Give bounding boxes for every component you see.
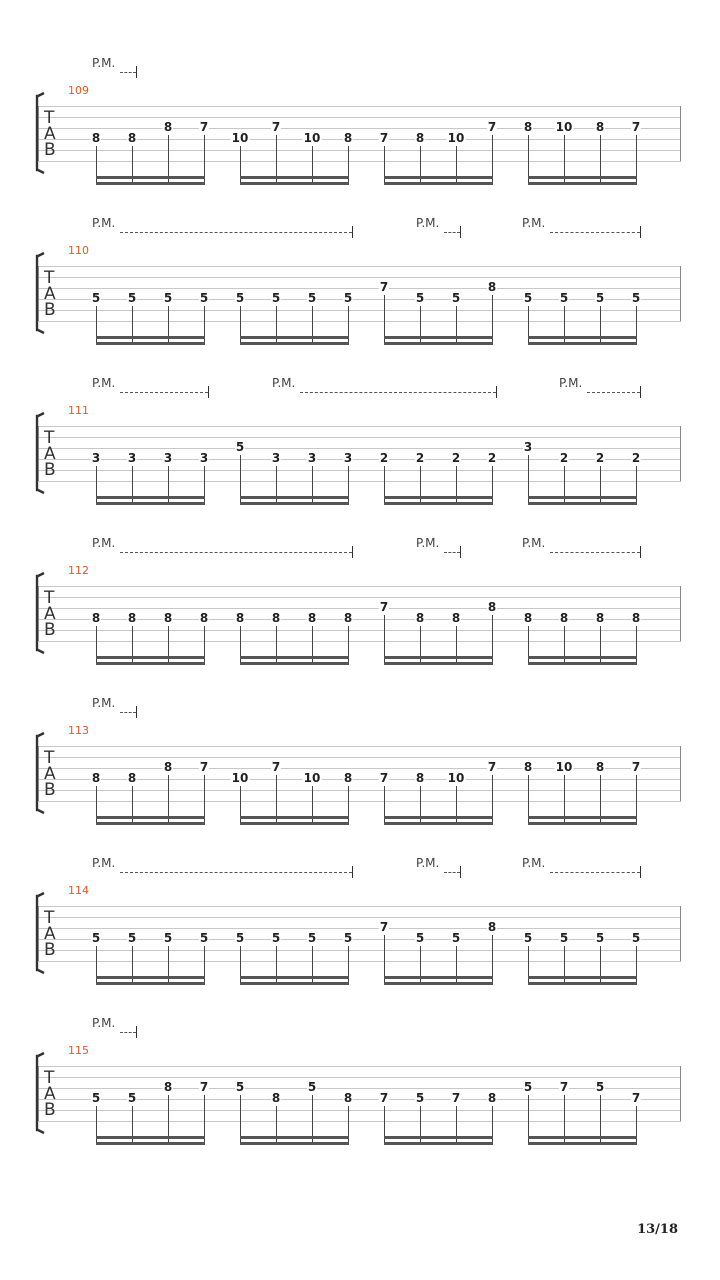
tab-string: [38, 757, 681, 758]
fret-number: 5: [235, 931, 245, 945]
fret-number: 7: [379, 280, 389, 294]
fret-number: 8: [343, 1091, 353, 1105]
fret-number: 10: [231, 771, 249, 785]
fret-number: 5: [451, 931, 461, 945]
barline: [38, 746, 39, 801]
tab-clef-letter: A: [44, 284, 56, 304]
fret-number: 8: [127, 771, 137, 785]
tab-clef-letter: B: [44, 140, 56, 160]
barline: [680, 426, 681, 481]
tab-string: [38, 1077, 681, 1078]
tab-clef-letter: B: [44, 300, 56, 320]
fret-number: 7: [379, 131, 389, 145]
fret-number: 7: [199, 1080, 209, 1094]
fret-number: 8: [199, 611, 209, 625]
palm-mute-end: [352, 546, 353, 558]
note-stem: [420, 1106, 421, 1145]
fret-number: 8: [595, 120, 605, 134]
palm-mute-label: P.M.: [92, 376, 116, 390]
tab-system: [0, 160, 720, 320]
fret-number: 5: [235, 1080, 245, 1094]
palm-mute-extension: [120, 712, 136, 713]
tab-clef-letter: T: [44, 108, 55, 128]
fret-number: 3: [163, 451, 173, 465]
fret-number: 5: [415, 291, 425, 305]
fret-number: 8: [163, 1080, 173, 1094]
fret-number: 7: [487, 120, 497, 134]
palm-mute-label: P.M.: [92, 696, 116, 710]
fret-number: 10: [231, 131, 249, 145]
palm-mute-label: P.M.: [416, 216, 440, 230]
palm-mute-extension: [587, 392, 640, 393]
fret-number: 8: [631, 611, 641, 625]
tab-clef-letter: B: [44, 780, 56, 800]
fret-number: 8: [523, 120, 533, 134]
tab-system: [0, 0, 720, 160]
note-beam: [96, 1136, 205, 1139]
tab-clef-letter: B: [44, 460, 56, 480]
palm-mute-label: P.M.: [92, 856, 116, 870]
fret-number: 8: [523, 760, 533, 774]
fret-number: 5: [595, 291, 605, 305]
fret-number: 5: [415, 1091, 425, 1105]
tab-clef-letter: A: [44, 1084, 56, 1104]
barline: [680, 906, 681, 961]
note-stem: [348, 1106, 349, 1145]
tab-clef-letter: T: [44, 908, 55, 928]
fret-number: 5: [127, 291, 137, 305]
fret-number: 8: [487, 1091, 497, 1105]
fret-number: 8: [595, 760, 605, 774]
fret-number: 2: [379, 451, 389, 465]
fret-number: 8: [271, 611, 281, 625]
fret-number: 5: [523, 1080, 533, 1094]
tab-system: [0, 800, 720, 960]
tab-string: [38, 1121, 681, 1122]
palm-mute-extension: [120, 392, 208, 393]
fret-number: 8: [163, 760, 173, 774]
measure-number: 112: [68, 564, 89, 577]
fret-number: 7: [559, 1080, 569, 1094]
fret-number: 2: [415, 451, 425, 465]
tab-string: [38, 906, 681, 907]
fret-number: 5: [163, 291, 173, 305]
tab-string: [38, 310, 681, 311]
palm-mute-end: [460, 546, 461, 558]
fret-number: 5: [91, 1091, 101, 1105]
tab-string: [38, 608, 681, 609]
fret-number: 7: [379, 771, 389, 785]
palm-mute-end: [640, 546, 641, 558]
fret-number: 8: [307, 611, 317, 625]
palm-mute-end: [496, 386, 497, 398]
tab-clef-letter: T: [44, 268, 55, 288]
fret-number: 8: [343, 611, 353, 625]
fret-number: 8: [343, 771, 353, 785]
fret-number: 8: [91, 611, 101, 625]
barline: [680, 266, 681, 321]
tab-string: [38, 746, 681, 747]
fret-number: 10: [303, 131, 321, 145]
palm-mute-extension: [550, 232, 640, 233]
fret-number: 5: [595, 931, 605, 945]
barline: [38, 266, 39, 321]
fret-number: 7: [379, 920, 389, 934]
fret-number: 5: [523, 931, 533, 945]
fret-number: 5: [91, 931, 101, 945]
note-stem: [492, 1106, 493, 1145]
fret-number: 5: [127, 931, 137, 945]
fret-number: 5: [451, 291, 461, 305]
fret-number: 8: [487, 280, 497, 294]
palm-mute-end: [352, 226, 353, 238]
fret-number: 3: [307, 451, 317, 465]
fret-number: 8: [415, 611, 425, 625]
palm-mute-label: P.M.: [92, 216, 116, 230]
tab-string: [38, 470, 681, 471]
barline: [38, 586, 39, 641]
measure-number: 115: [68, 1044, 89, 1057]
tab-clef-letter: A: [44, 764, 56, 784]
palm-mute-extension: [120, 1032, 136, 1033]
palm-mute-label: P.M.: [559, 376, 583, 390]
fret-number: 8: [415, 131, 425, 145]
tab-string: [38, 928, 681, 929]
tab-clef-letter: A: [44, 444, 56, 464]
fret-number: 5: [595, 1080, 605, 1094]
palm-mute-end: [640, 866, 641, 878]
fret-number: 8: [271, 1091, 281, 1105]
fret-number: 8: [163, 120, 173, 134]
palm-mute-label: P.M.: [92, 1016, 116, 1030]
tab-system: [0, 480, 720, 640]
fret-number: 5: [631, 291, 641, 305]
fret-number: 7: [631, 760, 641, 774]
fret-number: 5: [199, 931, 209, 945]
measure-number: 111: [68, 404, 89, 417]
tab-string: [38, 117, 681, 118]
fret-number: 2: [595, 451, 605, 465]
fret-number: 7: [379, 1091, 389, 1105]
tab-clef-letter: T: [44, 428, 55, 448]
tab-clef-letter: A: [44, 124, 56, 144]
tab-string: [38, 597, 681, 598]
palm-mute-end: [460, 226, 461, 238]
palm-mute-extension: [444, 872, 460, 873]
fret-number: 5: [163, 931, 173, 945]
barline: [680, 1066, 681, 1121]
fret-number: 3: [199, 451, 209, 465]
palm-mute-end: [136, 706, 137, 718]
note-beam: [384, 1136, 493, 1139]
note-beam: [240, 1136, 349, 1139]
tab-string: [38, 1088, 681, 1089]
tab-string: [38, 790, 681, 791]
tab-clef-letter: T: [44, 748, 55, 768]
palm-mute-label: P.M.: [272, 376, 296, 390]
fret-number: 10: [303, 771, 321, 785]
tab-string: [38, 106, 681, 107]
fret-number: 8: [127, 131, 137, 145]
tab-string: [38, 586, 681, 587]
fret-number: 7: [631, 120, 641, 134]
fret-number: 5: [415, 931, 425, 945]
fret-number: 5: [127, 1091, 137, 1105]
palm-mute-label: P.M.: [92, 536, 116, 550]
fret-number: 7: [199, 760, 209, 774]
fret-number: 5: [559, 291, 569, 305]
tab-system: [0, 640, 720, 800]
palm-mute-end: [136, 1026, 137, 1038]
tab-clef-letter: B: [44, 620, 56, 640]
fret-number: 5: [343, 291, 353, 305]
fret-number: 5: [271, 291, 281, 305]
tab-string: [38, 448, 681, 449]
tab-string: [38, 288, 681, 289]
measure-number: 109: [68, 84, 89, 97]
palm-mute-end: [352, 866, 353, 878]
tab-string: [38, 1110, 681, 1111]
measure-number: 113: [68, 724, 89, 737]
tab-clef-letter: B: [44, 1100, 56, 1120]
tab-string: [38, 426, 681, 427]
fret-number: 8: [415, 771, 425, 785]
fret-number: 3: [271, 451, 281, 465]
palm-mute-label: P.M.: [416, 856, 440, 870]
page-number: 13/18: [637, 1222, 678, 1237]
fret-number: 8: [595, 611, 605, 625]
palm-mute-end: [208, 386, 209, 398]
palm-mute-label: P.M.: [416, 536, 440, 550]
fret-number: 8: [343, 131, 353, 145]
fret-number: 2: [631, 451, 641, 465]
fret-number: 8: [91, 131, 101, 145]
barline: [38, 106, 39, 161]
fret-number: 8: [235, 611, 245, 625]
fret-number: 5: [91, 291, 101, 305]
measure-number: 114: [68, 884, 89, 897]
tab-string: [38, 630, 681, 631]
note-beam: [240, 1142, 349, 1145]
tab-clef-letter: T: [44, 588, 55, 608]
tab-string: [38, 917, 681, 918]
fret-number: 7: [379, 600, 389, 614]
note-stem: [456, 1106, 457, 1145]
palm-mute-label: P.M.: [522, 216, 546, 230]
fret-number: 3: [127, 451, 137, 465]
fret-number: 10: [447, 131, 465, 145]
note-stem: [96, 1106, 97, 1145]
fret-number: 5: [631, 931, 641, 945]
tab-clef-letter: A: [44, 924, 56, 944]
palm-mute-extension: [550, 872, 640, 873]
tab-clef-letter: B: [44, 940, 56, 960]
note-stem: [636, 1106, 637, 1145]
fret-number: 7: [199, 120, 209, 134]
note-stem: [132, 1106, 133, 1145]
fret-number: 2: [487, 451, 497, 465]
note-stem: [276, 1106, 277, 1145]
note-beam: [384, 1142, 493, 1145]
palm-mute-extension: [550, 552, 640, 553]
barline: [38, 1066, 39, 1121]
tab-system: [0, 960, 720, 1120]
palm-mute-end: [460, 866, 461, 878]
fret-number: 7: [631, 1091, 641, 1105]
palm-mute-extension: [444, 552, 460, 553]
note-beam: [96, 1142, 205, 1145]
palm-mute-label: P.M.: [522, 536, 546, 550]
palm-mute-label: P.M.: [92, 56, 116, 70]
fret-number: 5: [307, 1080, 317, 1094]
fret-number: 3: [91, 451, 101, 465]
fret-number: 8: [523, 611, 533, 625]
fret-number: 5: [307, 931, 317, 945]
fret-number: 2: [559, 451, 569, 465]
tab-string: [38, 128, 681, 129]
barline: [680, 106, 681, 161]
tab-string: [38, 437, 681, 438]
tab-clef-letter: A: [44, 604, 56, 624]
palm-mute-extension: [444, 232, 460, 233]
tab-string: [38, 1066, 681, 1067]
barline: [680, 586, 681, 641]
palm-mute-end: [136, 66, 137, 78]
palm-mute-end: [640, 226, 641, 238]
fret-number: 10: [447, 771, 465, 785]
tab-system: [0, 320, 720, 480]
fret-number: 8: [91, 771, 101, 785]
fret-number: 10: [555, 760, 573, 774]
fret-number: 8: [163, 611, 173, 625]
note-stem: [384, 1106, 385, 1145]
palm-mute-extension: [300, 392, 496, 393]
fret-number: 5: [307, 291, 317, 305]
measure-number: 110: [68, 244, 89, 257]
barline: [38, 426, 39, 481]
fret-number: 8: [127, 611, 137, 625]
palm-mute-label: P.M.: [522, 856, 546, 870]
tab-string: [38, 277, 681, 278]
fret-number: 3: [523, 440, 533, 454]
palm-mute-extension: [120, 552, 352, 553]
fret-number: 7: [451, 1091, 461, 1105]
fret-number: 2: [451, 451, 461, 465]
fret-number: 7: [271, 120, 281, 134]
fret-number: 5: [235, 440, 245, 454]
fret-number: 3: [343, 451, 353, 465]
fret-number: 5: [343, 931, 353, 945]
fret-number: 5: [235, 291, 245, 305]
fret-number: 10: [555, 120, 573, 134]
tab-string: [38, 266, 681, 267]
tab-string: [38, 950, 681, 951]
fret-number: 5: [559, 931, 569, 945]
fret-number: 5: [271, 931, 281, 945]
fret-number: 8: [487, 600, 497, 614]
palm-mute-extension: [120, 872, 352, 873]
barline: [38, 906, 39, 961]
palm-mute-extension: [120, 72, 136, 73]
fret-number: 5: [523, 291, 533, 305]
note-beam: [528, 1142, 637, 1145]
barline: [680, 746, 681, 801]
fret-number: 7: [487, 760, 497, 774]
fret-number: 5: [199, 291, 209, 305]
tab-string: [38, 150, 681, 151]
fret-number: 7: [271, 760, 281, 774]
fret-number: 8: [559, 611, 569, 625]
palm-mute-extension: [120, 232, 352, 233]
palm-mute-end: [640, 386, 641, 398]
tab-string: [38, 768, 681, 769]
fret-number: 8: [487, 920, 497, 934]
fret-number: 8: [451, 611, 461, 625]
tab-clef-letter: T: [44, 1068, 55, 1088]
note-beam: [528, 1136, 637, 1139]
